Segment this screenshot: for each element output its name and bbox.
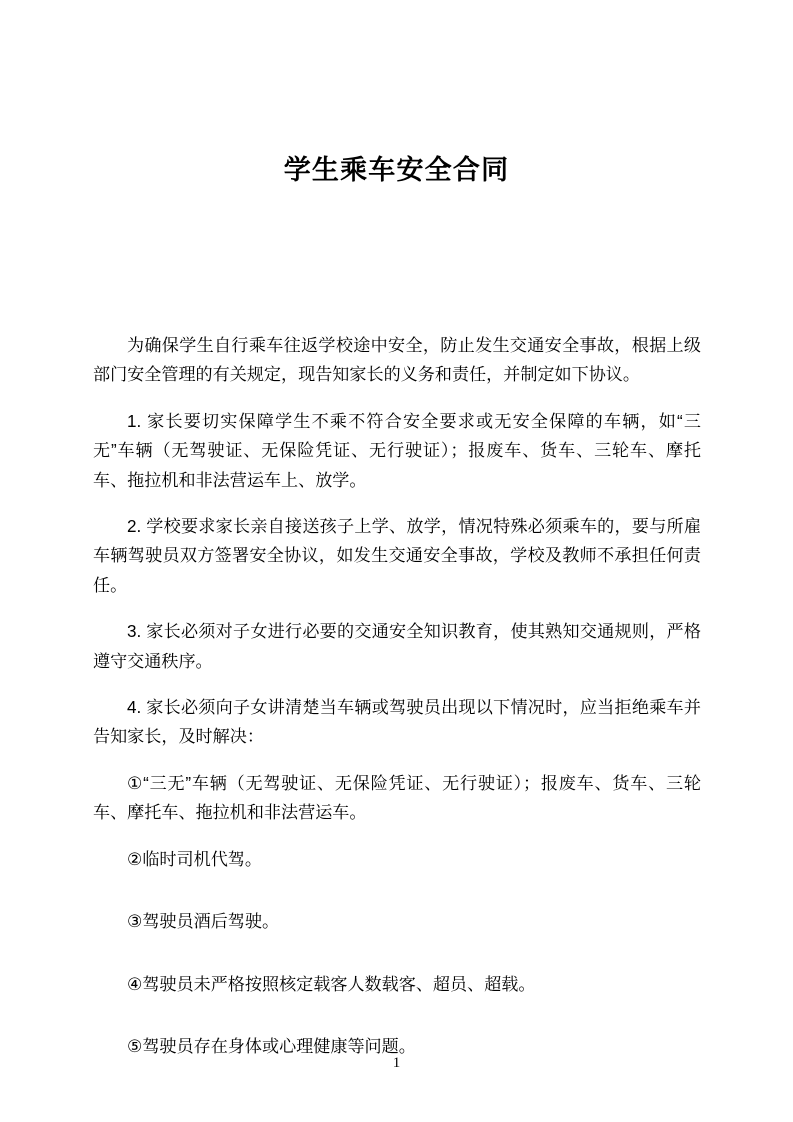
paragraph-clause-1: 1. 家长要切实保障学生不乘不符合安全要求或无安全保障的车辆，如“三无”车辆（无驾驶证、无保险凭证、无行驶证）；报废车、货车、三轮车、摩托车、拖拉机和非法营运车上、放学。 <box>93 411 701 490</box>
paragraph-preamble: 为确保学生自行乘车往返学校途中安全，防止发生交通安全事故，根据上级部门安全管理的有关规定，现告知家长的义务和责任，并制定如下协议。 <box>93 336 701 385</box>
paragraph-clause-3: 3. 家长必须对子女进行必要的交通安全知识教育，使其熟知交通规则，严格遵守交通秩序。 <box>93 622 701 671</box>
page-title: 学生乘车安全合同 <box>283 155 510 186</box>
list-item-circled-5: ⑤驾驶员存在身体或心理健康等问题。 <box>127 1036 416 1056</box>
document-body <box>93 331 701 1094</box>
list-item-circled-2: ②临时司机代驾。 <box>127 849 262 869</box>
page-number: 1 <box>392 1055 401 1071</box>
paragraph-clause-4: 4. 家长必须向子女讲清楚当车辆或驾驶员出现以下情况时，应当拒绝乘车并告知家长，及时解决： <box>93 698 701 747</box>
paragraph-clause-2: 2. 学校要求家长亲自接送孩子上学、放学，情况特殊必须乘车的，要与所雇车辆驾驶员双方签署安全协议，如发生交通安全事故，学校及教师不承担任何责任。 <box>93 517 701 595</box>
list-item-circled-1: ①“三无”车辆（无驾驶证、无保险凭证、无行驶证）；报废车、货车、三轮车、摩托车、拖拉机和非法营运车。 <box>93 773 701 823</box>
list-item-circled-4: ④驾驶员未严格按照核定载客人数载客、超员、超载。 <box>127 974 536 994</box>
list-item-circled-3: ③驾驶员酒后驾驶。 <box>127 912 280 932</box>
